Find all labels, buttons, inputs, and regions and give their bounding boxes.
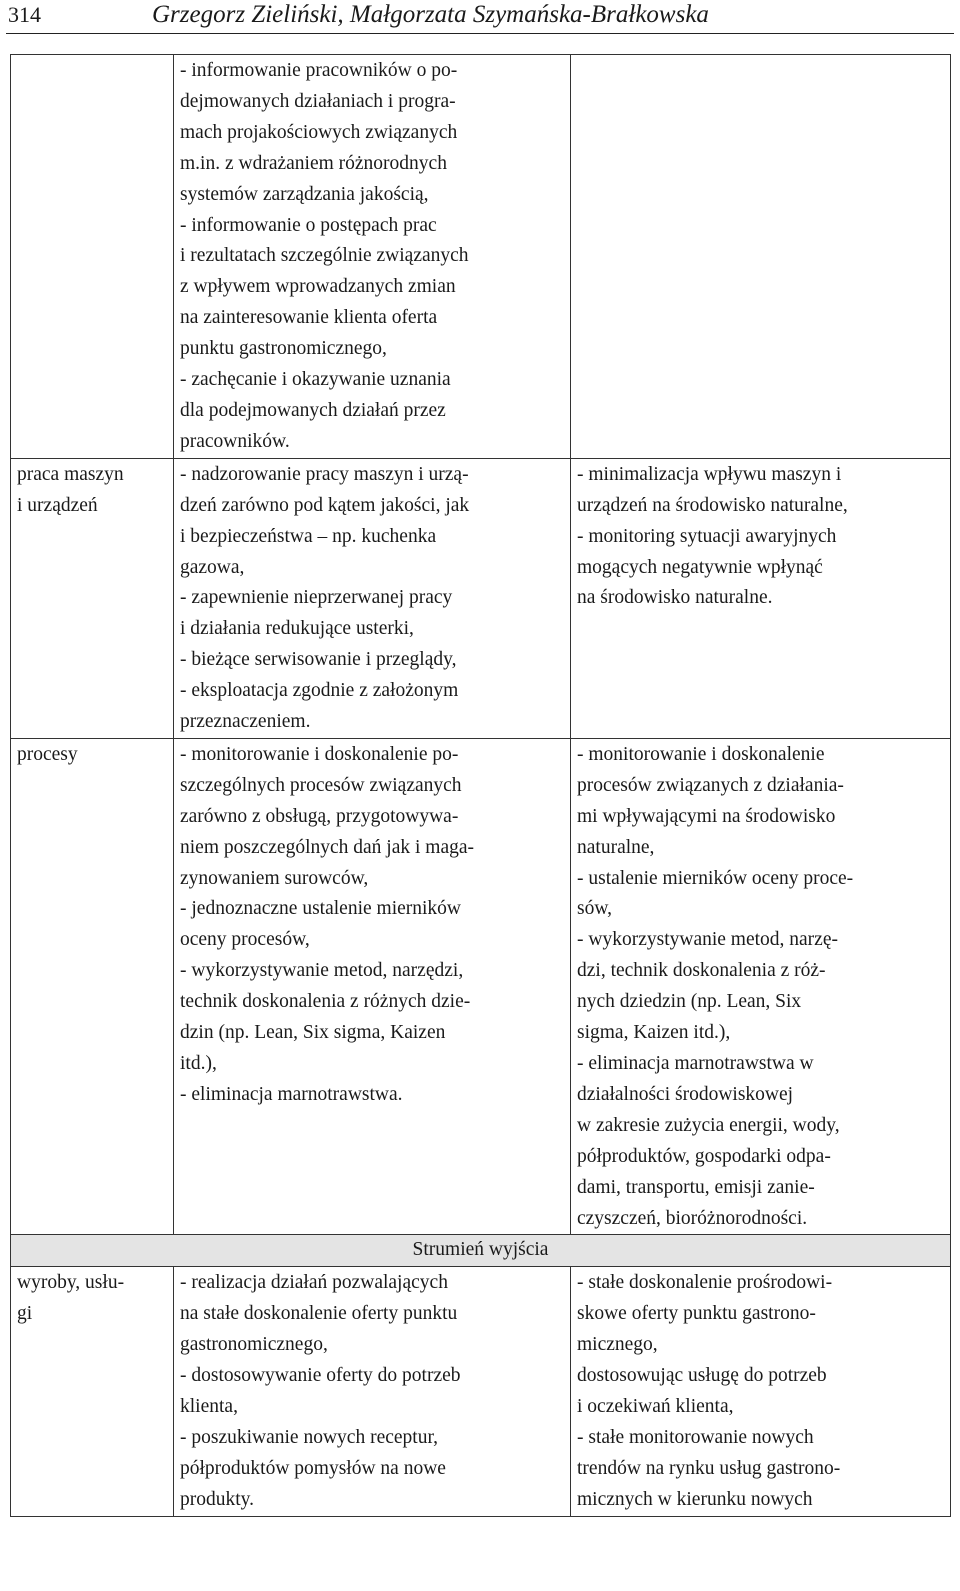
text-line: - zachęcanie i okazywanie uznania [180, 369, 451, 391]
text-line: dzin (np. Lean, Six sigma, Kaizen [180, 1022, 446, 1044]
text-line: - minimalizacja wpływu maszyn i [577, 463, 842, 485]
text-line: m.in. z wdrażaniem różnorodnych [180, 152, 447, 174]
text-line: dami, transportu, emisji zanie- [577, 1176, 815, 1198]
text-line: - jednoznaczne ustalenie mierników [180, 898, 462, 920]
table-body [11, 55, 951, 1517]
text-line: - ustalenie mierników oceny proce- [577, 867, 854, 889]
text-line: czyszczeń, bioróżnorodności. [577, 1207, 808, 1229]
environment-cell [571, 458, 951, 738]
quality-cell [174, 458, 571, 738]
text-line: - monitorowanie i doskonalenie po- [180, 743, 459, 765]
category-cell [11, 458, 174, 738]
text-line: mach projakościowych związanych [180, 121, 458, 143]
text-line: - wykorzystywanie metod, narzę- [577, 929, 838, 951]
text-line: - zapewnienie nieprzerwanej pracy [180, 587, 453, 609]
text-line: na zainteresowanie klienta oferta [180, 307, 438, 329]
text-line: - stałe doskonalenie prośrodowi- [577, 1272, 833, 1294]
header-rule [6, 33, 954, 34]
quality-cell [174, 1267, 571, 1516]
text-line: - nadzorowanie pracy maszyn i urzą- [180, 463, 469, 485]
text-line: - realizacja działań pozwalających [180, 1272, 448, 1294]
text-line: oceny procesów, [180, 929, 310, 951]
category-cell [11, 1267, 174, 1516]
section-header-output-stream: Strumień wyjścia [11, 1235, 951, 1267]
table-row [11, 1267, 951, 1516]
environment-cell [571, 55, 951, 459]
text-line: dostosowując usługę do potrzeb [577, 1365, 827, 1387]
table-row [11, 458, 951, 738]
text-line: - monitoring sytuacji awaryjnych [577, 525, 837, 547]
text-line: itd.), [180, 1053, 217, 1074]
text-line: produkty. [180, 1488, 255, 1510]
text-line: - stałe monitorowanie nowych [577, 1426, 814, 1448]
text-line: urządzeń na środowisko naturalne, [577, 494, 848, 516]
text-line: zarówno z obsługą, przygotowywa- [180, 805, 459, 827]
process-table [10, 54, 951, 1517]
text-line: micznego, [577, 1334, 658, 1356]
category-cell [11, 55, 174, 459]
text-line: półproduktów pomysłów na nowe [180, 1457, 446, 1479]
text-line: pracowników. [180, 430, 290, 452]
environment-cell [571, 1267, 951, 1516]
text-line: i bezpieczeństwa – np. kuchenka [180, 525, 437, 547]
page-header [0, 0, 960, 34]
text-line: trendów na rynku usług gastrono- [577, 1457, 841, 1479]
text-line: - bieżące serwisowanie i przeglądy, [180, 649, 457, 671]
text-line: gastronomicznego, [180, 1334, 328, 1356]
quality-cell [174, 55, 571, 459]
text-line: procesy [17, 743, 78, 765]
text-line: w zakresie zużycia energii, wody, [577, 1114, 840, 1136]
text-line: mi wpływającymi na środowisko [577, 805, 836, 827]
text-line: - dostosowywanie oferty do potrzeb [180, 1365, 461, 1387]
text-line: - eksploatacja zgodnie z założonym [180, 680, 459, 702]
environment-cell [571, 738, 951, 1235]
text-line: praca maszyn [17, 463, 124, 485]
text-line: mogących negatywnie wpłynąć [577, 556, 823, 578]
quality-cell [174, 738, 571, 1235]
page-number: 314 [8, 2, 41, 27]
text-line: skowe oferty punktu gastrono- [577, 1303, 816, 1325]
text-line: dzeń zarówno pod kątem jakości, jak [180, 494, 470, 516]
text-line: klienta, [180, 1395, 238, 1417]
text-line: dejmowanych działaniach i progra- [180, 90, 456, 112]
table-row [11, 55, 951, 459]
text-line: działalności środowiskowej [577, 1083, 794, 1105]
category-cell [11, 738, 174, 1235]
text-line: - wykorzystywanie metod, narzędzi, [180, 960, 464, 982]
running-head-authors: Grzegorz Zieliński, Małgorzata Szymańska-Brałkowska [152, 1, 709, 28]
text-line: - monitorowanie i doskonalenie [577, 743, 825, 765]
text-line: niem poszczególnych dań jak i maga- [180, 836, 475, 858]
text-line: technik doskonalenia z różnych dzie- [180, 991, 471, 1013]
text-line: sigma, Kaizen itd.), [577, 1022, 731, 1044]
text-line: przeznaczeniem. [180, 711, 311, 733]
text-line: punktu gastronomicznego, [180, 338, 387, 360]
text-line: - poszukiwanie nowych receptur, [180, 1426, 439, 1448]
text-line: na stałe doskonalenie oferty punktu [180, 1303, 458, 1325]
text-line: nych dziedzin (np. Lean, Six [577, 991, 802, 1013]
text-line: i urządzeń [17, 494, 98, 516]
text-line: procesów związanych z działania- [577, 774, 844, 796]
text-line: zynowaniem surowców, [180, 867, 369, 889]
table-row [11, 738, 951, 1235]
text-line: - informowanie pracowników o po- [180, 60, 458, 81]
text-line: micznych w kierunku nowych [577, 1488, 813, 1510]
text-line: półproduktów, gospodarki odpa- [577, 1145, 831, 1167]
text-line: szczególnych procesów związanych [180, 774, 462, 796]
text-line: i rezultatach szczególnie związanych [180, 245, 469, 267]
text-line: dla podejmowanych działań przez [180, 399, 446, 421]
text-line: na środowisko naturalne. [577, 587, 773, 609]
text-line: systemów zarządzania jakością, [180, 183, 429, 205]
text-line: wyroby, usłu- [17, 1272, 125, 1294]
section-header-row [11, 1235, 951, 1267]
text-line: i oczekiwań klienta, [577, 1395, 734, 1417]
text-line: - informowanie o postępach prac [180, 214, 437, 236]
text-line: - eliminacja marnotrawstwa. [180, 1083, 403, 1105]
text-line: gazowa, [180, 556, 245, 578]
text-line: - eliminacja marnotrawstwa w [577, 1053, 814, 1074]
text-line: i działania redukujące usterki, [180, 618, 414, 640]
text-line: z wpływem wprowadzanych zmian [180, 276, 456, 298]
text-line: dzi, technik doskonalenia z róż- [577, 960, 826, 982]
text-line: sów, [577, 898, 613, 920]
text-line: naturalne, [577, 836, 655, 858]
text-line: gi [17, 1303, 33, 1325]
